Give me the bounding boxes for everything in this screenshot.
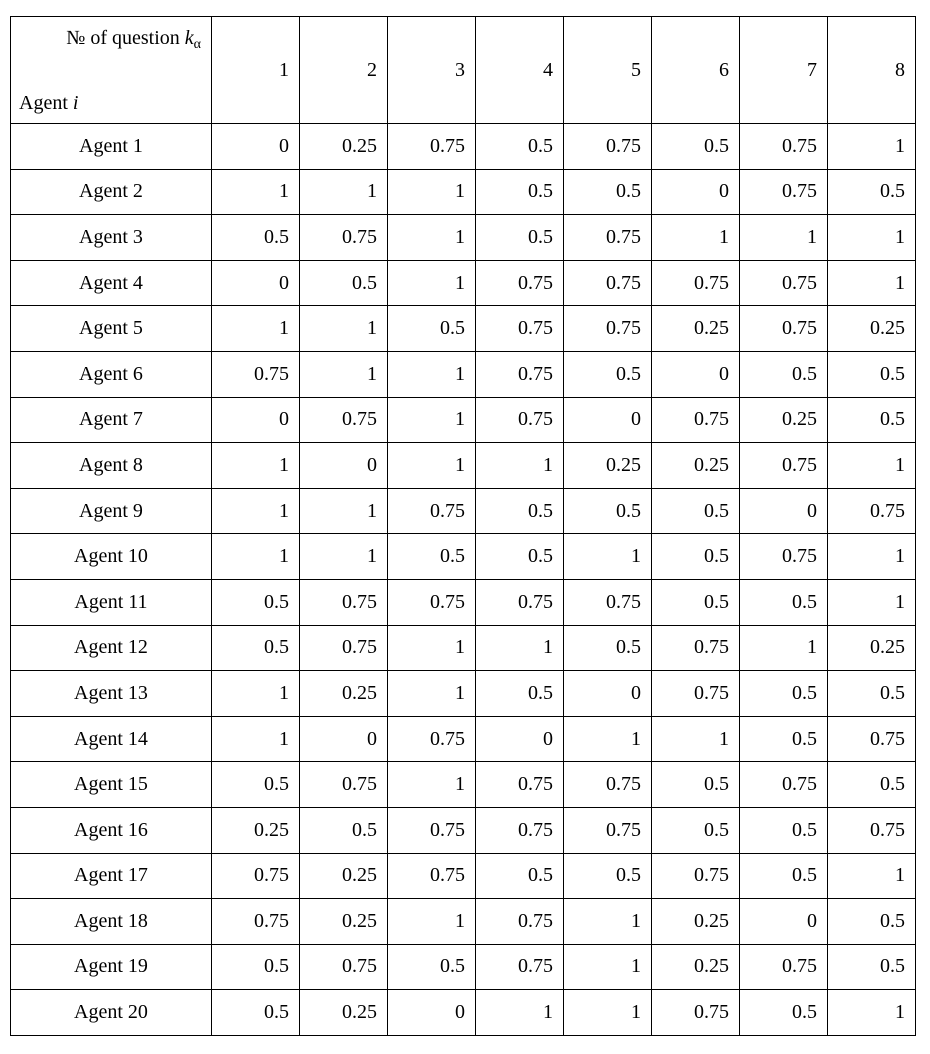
value-cell: 1 [652, 716, 740, 762]
value-cell: 0.75 [388, 488, 476, 534]
value-cell: 0.75 [388, 124, 476, 170]
value-cell: 1 [388, 671, 476, 717]
agent-index-header: Agent i [19, 92, 79, 114]
value-cell: 1 [476, 443, 564, 489]
value-cell: 0.75 [740, 124, 828, 170]
value-cell: 0.75 [300, 944, 388, 990]
value-cell: 0.75 [564, 762, 652, 808]
value-cell: 0.25 [652, 899, 740, 945]
agent-label-cell: Agent 20 [11, 990, 212, 1036]
value-cell: 1 [828, 853, 916, 899]
question-header-5: 5 [564, 17, 652, 124]
value-cell: 0.5 [300, 807, 388, 853]
value-cell: 0.75 [388, 579, 476, 625]
agent-label-cell: Agent 11 [11, 579, 212, 625]
question-header-7: 7 [740, 17, 828, 124]
value-cell: 0 [212, 124, 300, 170]
value-cell: 0.5 [740, 990, 828, 1036]
value-cell: 1 [740, 625, 828, 671]
question-header-2: 2 [300, 17, 388, 124]
value-cell: 0.25 [300, 671, 388, 717]
value-cell: 0.5 [828, 671, 916, 717]
table-row [11, 944, 916, 990]
value-cell: 0.75 [652, 260, 740, 306]
value-cell: 0.5 [740, 716, 828, 762]
value-cell: 1 [212, 443, 300, 489]
value-cell: 0.75 [740, 762, 828, 808]
agent-label-cell: Agent 16 [11, 807, 212, 853]
value-cell: 1 [300, 306, 388, 352]
table-row [11, 488, 916, 534]
value-cell: 0.75 [476, 762, 564, 808]
value-cell: 0.75 [476, 579, 564, 625]
value-cell: 1 [476, 990, 564, 1036]
value-cell: 0.5 [828, 351, 916, 397]
agent-label-cell: Agent 3 [11, 215, 212, 261]
header-row [11, 17, 916, 124]
value-cell: 0.25 [652, 944, 740, 990]
value-cell: 1 [740, 215, 828, 261]
value-cell: 0.5 [652, 579, 740, 625]
agent-label-cell: Agent 4 [11, 260, 212, 306]
value-cell: 0.5 [828, 762, 916, 808]
value-cell: 1 [564, 990, 652, 1036]
value-cell: 1 [388, 260, 476, 306]
table-row [11, 215, 916, 261]
value-cell: 1 [652, 215, 740, 261]
value-cell: 0 [212, 260, 300, 306]
value-cell: 0.5 [652, 762, 740, 808]
agent-label-cell: Agent 19 [11, 944, 212, 990]
value-cell: 0.75 [652, 397, 740, 443]
agent-label-cell: Agent 14 [11, 716, 212, 762]
value-cell: 0.75 [476, 306, 564, 352]
value-cell: 1 [388, 215, 476, 261]
question-number-header: № of question $k_\alpha$ [66, 27, 201, 52]
table-row [11, 762, 916, 808]
value-cell: 0.5 [388, 944, 476, 990]
table-row [11, 716, 916, 762]
value-cell: 0.75 [476, 351, 564, 397]
question-header-3: 3 [388, 17, 476, 124]
agent-label-cell: Agent 7 [11, 397, 212, 443]
value-cell: 0.5 [828, 899, 916, 945]
value-cell: 0.5 [828, 169, 916, 215]
question-header-6: 6 [652, 17, 740, 124]
value-cell: 0.5 [740, 807, 828, 853]
value-cell: 0.75 [564, 579, 652, 625]
value-cell: 0.5 [212, 762, 300, 808]
value-cell: 0.5 [476, 169, 564, 215]
value-cell: 0.75 [388, 853, 476, 899]
agent-label-cell: Agent 17 [11, 853, 212, 899]
value-cell: 0.25 [300, 124, 388, 170]
value-cell: 0.5 [212, 990, 300, 1036]
table-row [11, 124, 916, 170]
value-cell: 0.75 [564, 306, 652, 352]
table-row [11, 853, 916, 899]
value-cell: 0.75 [652, 625, 740, 671]
value-cell: 1 [828, 260, 916, 306]
value-cell: 0.5 [564, 625, 652, 671]
value-cell: 0.5 [828, 944, 916, 990]
agent-label-cell: Agent 8 [11, 443, 212, 489]
value-cell: 0 [476, 716, 564, 762]
agent-label-cell: Agent 2 [11, 169, 212, 215]
value-cell: 1 [212, 488, 300, 534]
value-cell: 0.5 [652, 807, 740, 853]
table-row [11, 534, 916, 580]
value-cell: 1 [212, 534, 300, 580]
table-body [11, 124, 916, 1036]
question-header-1: 1 [212, 17, 300, 124]
value-cell: 0.25 [828, 306, 916, 352]
value-cell: 1 [388, 625, 476, 671]
value-cell: 0.5 [476, 671, 564, 717]
agent-label-cell: Agent 5 [11, 306, 212, 352]
table-row [11, 306, 916, 352]
value-cell: 1 [212, 306, 300, 352]
value-cell: 1 [388, 169, 476, 215]
value-cell: 1 [564, 944, 652, 990]
value-cell: 0.75 [300, 762, 388, 808]
value-cell: 0 [212, 397, 300, 443]
value-cell: 0.75 [476, 807, 564, 853]
value-cell: 0 [300, 716, 388, 762]
table-row [11, 443, 916, 489]
value-cell: 0.5 [652, 488, 740, 534]
value-cell: 0.5 [388, 534, 476, 580]
agent-label-cell: Agent 13 [11, 671, 212, 717]
value-cell: 0.75 [652, 671, 740, 717]
value-cell: 0.5 [564, 488, 652, 534]
value-cell: 1 [388, 899, 476, 945]
value-cell: 0.75 [476, 260, 564, 306]
value-cell: 0.5 [564, 351, 652, 397]
value-cell: 0.75 [740, 534, 828, 580]
value-cell: 0.75 [740, 306, 828, 352]
value-cell: 0.75 [564, 807, 652, 853]
value-cell: 1 [212, 716, 300, 762]
value-cell: 0.5 [740, 579, 828, 625]
value-cell: 1 [212, 169, 300, 215]
value-cell: 1 [828, 443, 916, 489]
value-cell: 0.25 [300, 853, 388, 899]
value-cell: 0 [300, 443, 388, 489]
value-cell: 0 [652, 169, 740, 215]
value-cell: 1 [828, 124, 916, 170]
value-cell: 0 [564, 397, 652, 443]
value-cell: 0.75 [476, 944, 564, 990]
value-cell: 0.5 [740, 351, 828, 397]
value-cell: 0.5 [476, 215, 564, 261]
value-cell: 0 [740, 899, 828, 945]
value-cell: 0.25 [300, 899, 388, 945]
value-cell: 0.5 [212, 215, 300, 261]
agent-label-cell: Agent 18 [11, 899, 212, 945]
value-cell: 0 [564, 671, 652, 717]
value-cell: 1 [388, 351, 476, 397]
table-row [11, 169, 916, 215]
value-cell: 1 [564, 534, 652, 580]
value-cell: 0.5 [476, 488, 564, 534]
value-cell: 1 [828, 579, 916, 625]
value-cell: 1 [564, 716, 652, 762]
value-cell: 1 [828, 990, 916, 1036]
value-cell: 0.5 [740, 671, 828, 717]
value-cell: 1 [476, 625, 564, 671]
value-cell: 1 [300, 169, 388, 215]
value-cell: 0.25 [212, 807, 300, 853]
value-cell: 0.5 [476, 124, 564, 170]
value-cell: 0.5 [652, 534, 740, 580]
value-cell: 0.75 [476, 899, 564, 945]
value-cell: 0.75 [828, 716, 916, 762]
value-cell: 1 [564, 899, 652, 945]
value-cell: 0.75 [740, 169, 828, 215]
value-cell: 0.25 [740, 397, 828, 443]
value-cell: 1 [300, 488, 388, 534]
agent-label-cell: Agent 9 [11, 488, 212, 534]
value-cell: 0.75 [652, 853, 740, 899]
agent-label-cell: Agent 12 [11, 625, 212, 671]
value-cell: 1 [828, 215, 916, 261]
value-cell: 0.5 [212, 625, 300, 671]
value-cell: 0.75 [740, 260, 828, 306]
table-row [11, 260, 916, 306]
value-cell: 0.25 [300, 990, 388, 1036]
value-cell: 1 [388, 443, 476, 489]
table-row [11, 671, 916, 717]
value-cell: 0.5 [476, 853, 564, 899]
agent-label-cell: Agent 15 [11, 762, 212, 808]
value-cell: 0.75 [564, 124, 652, 170]
value-cell: 0.25 [828, 625, 916, 671]
value-cell: 0.5 [564, 169, 652, 215]
value-cell: 0.75 [300, 579, 388, 625]
value-cell: 0 [740, 488, 828, 534]
value-cell: 0.75 [828, 488, 916, 534]
value-cell: 0.5 [212, 944, 300, 990]
value-cell: 0.75 [212, 351, 300, 397]
question-header-8: 8 [828, 17, 916, 124]
table-row [11, 397, 916, 443]
value-cell: 0.75 [212, 853, 300, 899]
value-cell: 0.25 [564, 443, 652, 489]
value-cell: 1 [300, 534, 388, 580]
value-cell: 0.75 [476, 397, 564, 443]
value-cell: 1 [212, 671, 300, 717]
table-row [11, 899, 916, 945]
value-cell: 0.5 [300, 260, 388, 306]
value-cell: 1 [388, 397, 476, 443]
value-cell: 0.75 [564, 215, 652, 261]
value-cell: 0 [388, 990, 476, 1036]
table-row [11, 807, 916, 853]
table-row [11, 990, 916, 1036]
value-cell: 0.75 [740, 443, 828, 489]
value-cell: 1 [300, 351, 388, 397]
value-cell: 0.75 [300, 215, 388, 261]
value-cell: 0.75 [564, 260, 652, 306]
value-cell: 0.75 [828, 807, 916, 853]
table-row [11, 579, 916, 625]
value-cell: 0.5 [652, 124, 740, 170]
value-cell: 0.5 [564, 853, 652, 899]
agent-label-cell: Agent 1 [11, 124, 212, 170]
value-cell: 0.25 [652, 306, 740, 352]
value-cell: 0.25 [652, 443, 740, 489]
table-row [11, 625, 916, 671]
value-cell: 0.75 [388, 807, 476, 853]
value-cell: 0.75 [740, 944, 828, 990]
corner-header-cell [11, 17, 212, 124]
value-cell: 1 [388, 762, 476, 808]
value-cell: 0.75 [652, 990, 740, 1036]
value-cell: 0.75 [300, 625, 388, 671]
value-cell: 1 [828, 534, 916, 580]
value-cell: 0.5 [828, 397, 916, 443]
agent-label-cell: Agent 10 [11, 534, 212, 580]
value-cell: 0.5 [740, 853, 828, 899]
agent-label-cell: Agent 6 [11, 351, 212, 397]
value-cell: 0 [652, 351, 740, 397]
question-header-4: 4 [476, 17, 564, 124]
value-cell: 0.5 [476, 534, 564, 580]
value-cell: 0.75 [212, 899, 300, 945]
value-cell: 0.75 [300, 397, 388, 443]
value-cell: 0.5 [388, 306, 476, 352]
agent-question-table [10, 16, 916, 1036]
value-cell: 0.75 [388, 716, 476, 762]
table-row [11, 351, 916, 397]
value-cell: 0.5 [212, 579, 300, 625]
